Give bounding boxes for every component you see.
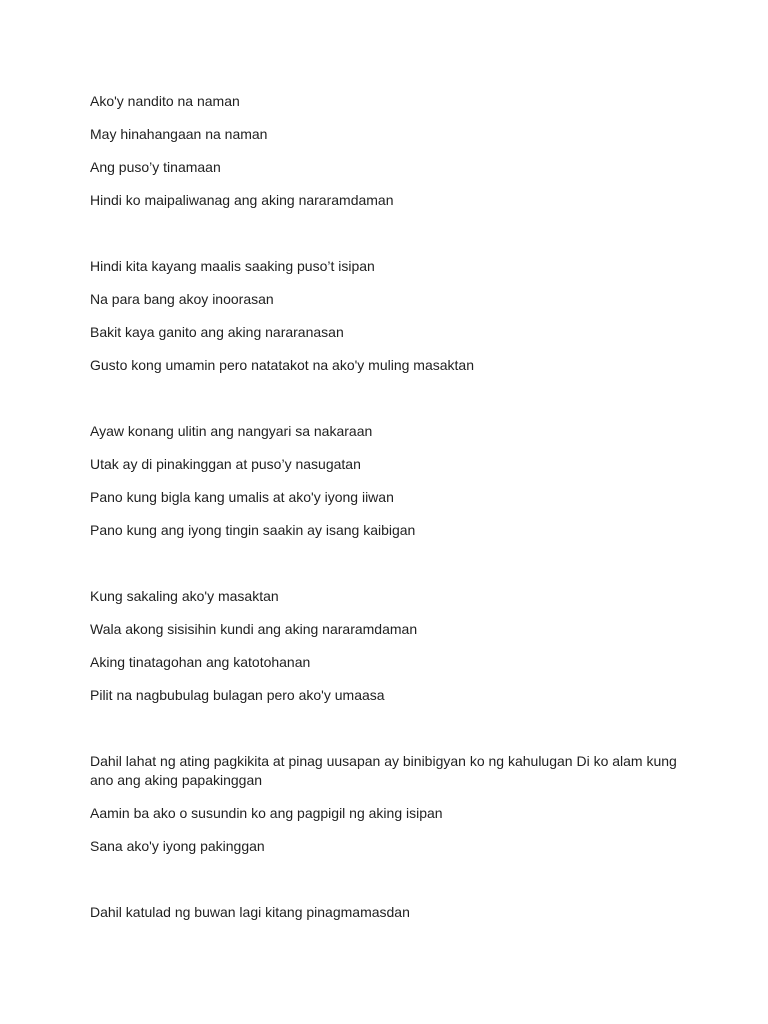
poem-line: Wala akong sisisihin kundi ang aking nararamdaman	[90, 621, 418, 637]
poem-line: Pano kung bigla kang umalis at ako'y iyong iiwan	[90, 489, 394, 505]
poem-line: Na para bang akoy inoorasan	[90, 291, 274, 307]
poem-line: May hinahangaan na naman	[90, 126, 268, 142]
poem-line: Ang puso’y tinamaan	[90, 159, 221, 175]
poem-line: Bakit kaya ganito ang aking nararanasan	[90, 324, 344, 340]
poem-line: Aking tinatagohan ang katotohanan	[90, 654, 311, 670]
stanza-5	[90, 752, 680, 856]
poem-body	[90, 92, 680, 922]
poem-line: Dahil katulad ng buwan lagi kitang pinagmamasdan	[90, 904, 410, 920]
poem-line: Pano kung ang iyong tingin saakin ay isang kaibigan	[90, 522, 416, 538]
poem-line: Ako'y nandito na naman	[90, 93, 240, 109]
poem-line: Hindi ko maipaliwanag ang aking nararamdaman	[90, 192, 394, 208]
poem-line: Kung sakaling ako'y masaktan	[90, 588, 279, 604]
poem-line: Sana ako'y iyong pakinggan	[90, 838, 265, 854]
poem-line: Aamin ba ako o susundin ko ang pagpigil ng aking isipan	[90, 805, 443, 821]
poem-line: Ayaw konang ulitin ang nangyari sa nakaraan	[90, 423, 373, 439]
stanza-1	[90, 92, 680, 210]
stanza-4	[90, 587, 680, 705]
stanza-3	[90, 422, 680, 540]
poem-line: Dahil lahat ng ating pagkikita at pinag uusapan ay binibigyan ko ng kahulugan Di ko alam kung ano ang aking papakinggan	[90, 753, 677, 788]
poem-line: Utak ay di pinakinggan at puso’y nasugatan	[90, 456, 361, 472]
stanza-6	[90, 903, 680, 922]
stanza-2	[90, 257, 680, 375]
poem-line: Gusto kong umamin pero natatakot na ako'y muling masaktan	[90, 357, 474, 373]
poem-line: Pilit na nagbubulag bulagan pero ako'y umaasa	[90, 687, 385, 703]
poem-line: Hindi kita kayang maalis saaking puso’t isipan	[90, 258, 375, 274]
